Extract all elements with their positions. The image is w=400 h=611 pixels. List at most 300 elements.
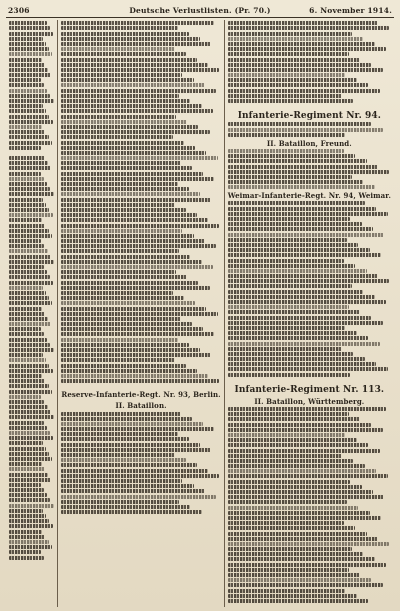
text-line: [61, 249, 179, 253]
text-line: [61, 479, 182, 483]
text-line: [9, 239, 41, 243]
text-line: [228, 321, 383, 325]
text-line: [9, 488, 44, 492]
text-line: [228, 37, 364, 41]
text-line: [9, 384, 49, 388]
text-line: [228, 316, 372, 320]
text-line: [9, 498, 50, 502]
text-line: [228, 310, 360, 314]
text-line: [9, 307, 42, 311]
text-line: [9, 514, 46, 518]
text-line: [228, 423, 372, 427]
text-line: [61, 332, 214, 336]
text-line: [61, 343, 188, 347]
section-heading: II. Bataillon, Freund.: [266, 138, 352, 148]
text-line: [9, 504, 54, 508]
text-line: [228, 68, 383, 72]
text-line: [228, 248, 370, 252]
text-line: [228, 347, 342, 351]
text-line: [228, 78, 357, 82]
text-line: [228, 290, 364, 294]
text-line: [61, 453, 174, 457]
text-line: [9, 431, 50, 435]
text-line: [9, 322, 51, 326]
text-line: [9, 291, 46, 295]
text-line: [228, 516, 381, 520]
text-line: [228, 89, 380, 93]
text-line: [61, 260, 201, 264]
text-line: [228, 222, 362, 226]
text-line: [9, 462, 42, 466]
text-line: [61, 489, 204, 493]
text-line: [9, 281, 53, 285]
text-line: [9, 229, 49, 233]
text-line: [228, 511, 370, 515]
text-line: [9, 37, 43, 41]
text-line: [61, 296, 184, 300]
page-header: [8, 4, 392, 16]
text-line: [61, 307, 206, 311]
text-line: [9, 63, 45, 67]
text-line: [61, 374, 208, 378]
text-line: [228, 300, 386, 304]
text-line: [9, 32, 53, 36]
text-line: [9, 421, 44, 425]
text-line: [61, 192, 200, 196]
text-line: [9, 332, 44, 336]
section-heading: Reserve-Infanterie-Regt. Nr. 93, Berlin.: [61, 390, 221, 400]
text-line: [61, 358, 174, 362]
text-line: [9, 327, 41, 331]
text-line: [61, 448, 211, 452]
text-line: [228, 438, 357, 442]
text-line: [9, 286, 43, 290]
text-line: [228, 362, 377, 366]
text-line: [228, 83, 368, 87]
text-line: [9, 452, 49, 456]
text-line: [228, 412, 349, 416]
text-line: [228, 259, 344, 263]
text-line: [9, 224, 45, 228]
column-1: [6, 20, 57, 607]
text-line: [9, 478, 51, 482]
text-line: [228, 589, 346, 593]
text-line: [9, 447, 46, 451]
text-line: [228, 238, 347, 242]
text-line: [228, 99, 354, 103]
section-heading: Weimar-Infanterie-Regt. Nr. 94, Weimar.: [227, 191, 391, 201]
text-line: [61, 505, 190, 509]
text-line: [228, 469, 377, 473]
text-line: [9, 166, 51, 170]
page-date: 6. November 1914.: [309, 5, 392, 15]
text-line: [228, 63, 372, 67]
section-heading: II. Bataillon, Württemberg.: [254, 396, 365, 406]
text-line: [228, 212, 388, 216]
text-line: [228, 407, 386, 411]
text-line: [228, 557, 375, 561]
text-line: [61, 141, 184, 145]
text-line: [9, 519, 49, 523]
section-heading: Infanterie-Regiment Nr. 113.: [234, 384, 385, 395]
text-line: [61, 115, 176, 119]
text-line: [228, 454, 342, 458]
text-line: [228, 428, 383, 432]
text-line: [61, 104, 201, 108]
text-line: [9, 410, 51, 414]
text-line: [228, 207, 377, 211]
text-line: [228, 583, 383, 587]
text-line: [9, 348, 54, 352]
text-line: [9, 400, 44, 404]
text-line: [9, 301, 52, 305]
text-line: [228, 201, 365, 205]
text-line: [228, 459, 354, 463]
text-line: [61, 422, 203, 426]
text-line: [9, 364, 49, 368]
text-line: [9, 192, 54, 196]
text-line: [9, 343, 50, 347]
text-line: [61, 83, 204, 87]
text-line: [228, 599, 368, 603]
text-line: [9, 353, 43, 357]
text-line: [9, 493, 47, 497]
text-line: [228, 443, 368, 447]
text-line: [228, 547, 352, 551]
text-line: [228, 326, 346, 330]
text-line: [228, 32, 352, 36]
text-line: [9, 94, 50, 98]
text-line: [61, 182, 177, 186]
text-line: [9, 104, 43, 108]
text-line: [9, 161, 48, 165]
text-line: [61, 151, 206, 155]
text-line: [9, 198, 43, 202]
text-line: [228, 269, 367, 273]
text-line: [228, 21, 378, 25]
text-line: [228, 94, 342, 98]
text-line: [228, 331, 357, 335]
text-line: [228, 180, 364, 184]
text-line: [61, 510, 201, 514]
text-line: [228, 284, 352, 288]
text-line: [61, 187, 188, 191]
column-3: [224, 20, 394, 607]
text-line: [9, 312, 45, 316]
text-line: [61, 364, 185, 368]
text-line: [228, 357, 365, 361]
text-line: [9, 545, 52, 549]
text-line: [228, 537, 378, 541]
text-line: [228, 480, 350, 484]
text-line: [61, 353, 211, 357]
text-line: [9, 483, 41, 487]
text-line: [228, 449, 380, 453]
text-line: [9, 270, 47, 274]
text-line: [9, 182, 47, 186]
text-line: [61, 146, 195, 150]
text-line: [61, 286, 209, 290]
header-rule: [6, 17, 394, 18]
text-line: [9, 275, 50, 279]
text-line: [61, 265, 212, 269]
text-line: [61, 458, 185, 462]
text-line: [228, 253, 381, 257]
text-line: [61, 58, 196, 62]
text-line: [61, 275, 187, 279]
text-line: [61, 94, 179, 98]
text-line: [228, 279, 390, 283]
text-line: [61, 130, 209, 134]
text-line: [61, 32, 188, 36]
text-line: [228, 336, 368, 340]
text-line: [61, 213, 196, 217]
text-line: [61, 495, 216, 499]
text-line: [61, 172, 203, 176]
text-line: [61, 417, 192, 421]
text-line: [9, 187, 50, 191]
text-line: [9, 156, 45, 160]
text-line: [61, 203, 174, 207]
columns: [6, 20, 394, 607]
text-line: [9, 146, 41, 150]
text-line: [228, 58, 360, 62]
text-line: [228, 133, 346, 137]
text-line: [61, 291, 173, 295]
text-line: [9, 234, 52, 238]
text-line: [9, 457, 52, 461]
text-line: [9, 83, 44, 87]
text-line: [228, 342, 380, 346]
text-line: [9, 535, 45, 539]
text-line: [9, 390, 52, 394]
text-line: [228, 42, 375, 46]
text-line: [228, 578, 372, 582]
text-line: [61, 208, 185, 212]
text-line: [61, 26, 177, 30]
text-line: [61, 427, 214, 431]
text-line: [228, 159, 367, 163]
text-line: [61, 78, 193, 82]
text-line: [61, 125, 198, 129]
text-line: [61, 322, 192, 326]
text-line: [61, 63, 208, 67]
text-line: [228, 373, 350, 377]
text-line: [9, 369, 53, 373]
text-line: [9, 260, 54, 264]
text-line: [228, 274, 378, 278]
text-line: [61, 177, 214, 181]
text-line: [9, 524, 53, 528]
text-line: [61, 348, 200, 352]
text-line: [228, 568, 349, 572]
text-line: [61, 469, 208, 473]
text-line: [228, 594, 357, 598]
text-line: [61, 301, 195, 305]
text-line: [9, 42, 46, 46]
text-line: [228, 352, 354, 356]
text-line: [9, 47, 49, 51]
text-line: [61, 156, 217, 160]
text-line: [228, 233, 385, 237]
section-heading: II. Bataillon.: [115, 401, 167, 411]
text-line: [228, 573, 360, 577]
text-line: [228, 305, 349, 309]
text-line: [228, 175, 352, 179]
text-line: [9, 395, 41, 399]
text-line: [9, 540, 49, 544]
text-line: [228, 464, 365, 468]
text-line: [9, 441, 43, 445]
text-line: [61, 379, 219, 383]
text-line: [228, 521, 344, 525]
text-line: [9, 426, 47, 430]
section-heading: Infanterie-Regiment Nr. 94.: [237, 111, 381, 122]
text-line: [61, 109, 212, 113]
text-line: [9, 467, 45, 471]
text-line: [9, 249, 48, 253]
text-line: [61, 224, 219, 228]
text-line: [61, 218, 208, 222]
text-line: [61, 47, 174, 51]
text-line: [228, 563, 386, 567]
text-line: [228, 122, 372, 126]
text-line: [61, 484, 193, 488]
text-line: [228, 170, 390, 174]
text-line: [228, 367, 388, 371]
text-line: [9, 130, 45, 134]
text-line: [61, 120, 187, 124]
text-line: [61, 229, 182, 233]
text-line: [61, 244, 216, 248]
text-line: [61, 21, 214, 25]
text-line: [61, 327, 203, 331]
text-line: [61, 463, 196, 467]
text-line: [228, 474, 388, 478]
text-line: [9, 436, 53, 440]
text-line: [61, 338, 177, 342]
text-line: [61, 234, 193, 238]
text-line: [9, 473, 48, 477]
text-line: [9, 415, 54, 419]
text-line: [9, 244, 44, 248]
text-line: [228, 227, 373, 231]
text-line: [9, 218, 42, 222]
text-line: [228, 490, 373, 494]
text-line: [9, 58, 42, 62]
text-line: [61, 412, 180, 416]
text-line: [61, 369, 196, 373]
text-line: [9, 135, 49, 139]
text-line: [228, 264, 355, 268]
text-line: [228, 149, 344, 153]
column-2: [57, 20, 223, 607]
text-line: [9, 26, 50, 30]
text-line: [61, 42, 211, 46]
text-line: [228, 552, 364, 556]
text-line: [9, 125, 42, 129]
text-line: [9, 338, 47, 342]
text-line: [9, 177, 44, 181]
text-line: [9, 141, 52, 145]
text-line: [9, 509, 43, 513]
text-line: [228, 26, 390, 30]
text-line: [9, 405, 48, 409]
text-line: [61, 198, 211, 202]
text-line: [228, 185, 375, 189]
text-line: [228, 532, 367, 536]
text-line: [228, 154, 355, 158]
text-line: [9, 550, 41, 554]
text-line: [228, 433, 346, 437]
text-line: [228, 73, 346, 77]
text-line: [9, 379, 45, 383]
text-line: [9, 68, 48, 72]
text-line: [61, 239, 204, 243]
text-line: [228, 52, 349, 56]
text-line: [61, 89, 216, 93]
text-line: [61, 255, 190, 259]
text-line: [9, 21, 47, 25]
text-line: [9, 213, 53, 217]
text-line: [61, 270, 176, 274]
text-line: [61, 99, 190, 103]
text-line: [228, 542, 390, 546]
text-line: [228, 295, 375, 299]
text-line: [9, 317, 48, 321]
text-line: [9, 78, 41, 82]
page-title: Deutsche Verlustlisten. (Pr. 70.): [129, 5, 271, 15]
text-line: [61, 312, 217, 316]
text-line: [9, 109, 46, 113]
text-line: [9, 255, 51, 259]
text-line: [9, 265, 44, 269]
text-line: [9, 374, 42, 378]
text-line: [61, 37, 200, 41]
text-line: [61, 500, 179, 504]
text-line: [61, 135, 173, 139]
text-line: [61, 52, 185, 56]
text-line: [228, 128, 383, 132]
page-number: 2306: [8, 5, 30, 15]
text-line: [61, 281, 198, 285]
text-line: [61, 73, 182, 77]
text-line: [228, 495, 385, 499]
text-line: [9, 203, 46, 207]
text-line: [228, 47, 386, 51]
text-line: [228, 165, 378, 169]
text-line: [228, 506, 359, 510]
text-line: [9, 52, 52, 56]
text-line: [61, 443, 200, 447]
text-line: [9, 556, 44, 560]
text-line: [61, 432, 177, 436]
text-line: [61, 474, 219, 478]
text-line: [228, 485, 362, 489]
text-line: [9, 115, 49, 119]
text-line: [228, 243, 359, 247]
text-line: [61, 166, 192, 170]
text-line: [61, 68, 219, 72]
text-line: [9, 120, 53, 124]
text-line: [9, 172, 41, 176]
text-line: [228, 500, 347, 504]
text-line: [228, 526, 355, 530]
text-line: [61, 161, 180, 165]
text-line: [61, 437, 188, 441]
text-line: [9, 208, 49, 212]
text-line: [61, 317, 180, 321]
